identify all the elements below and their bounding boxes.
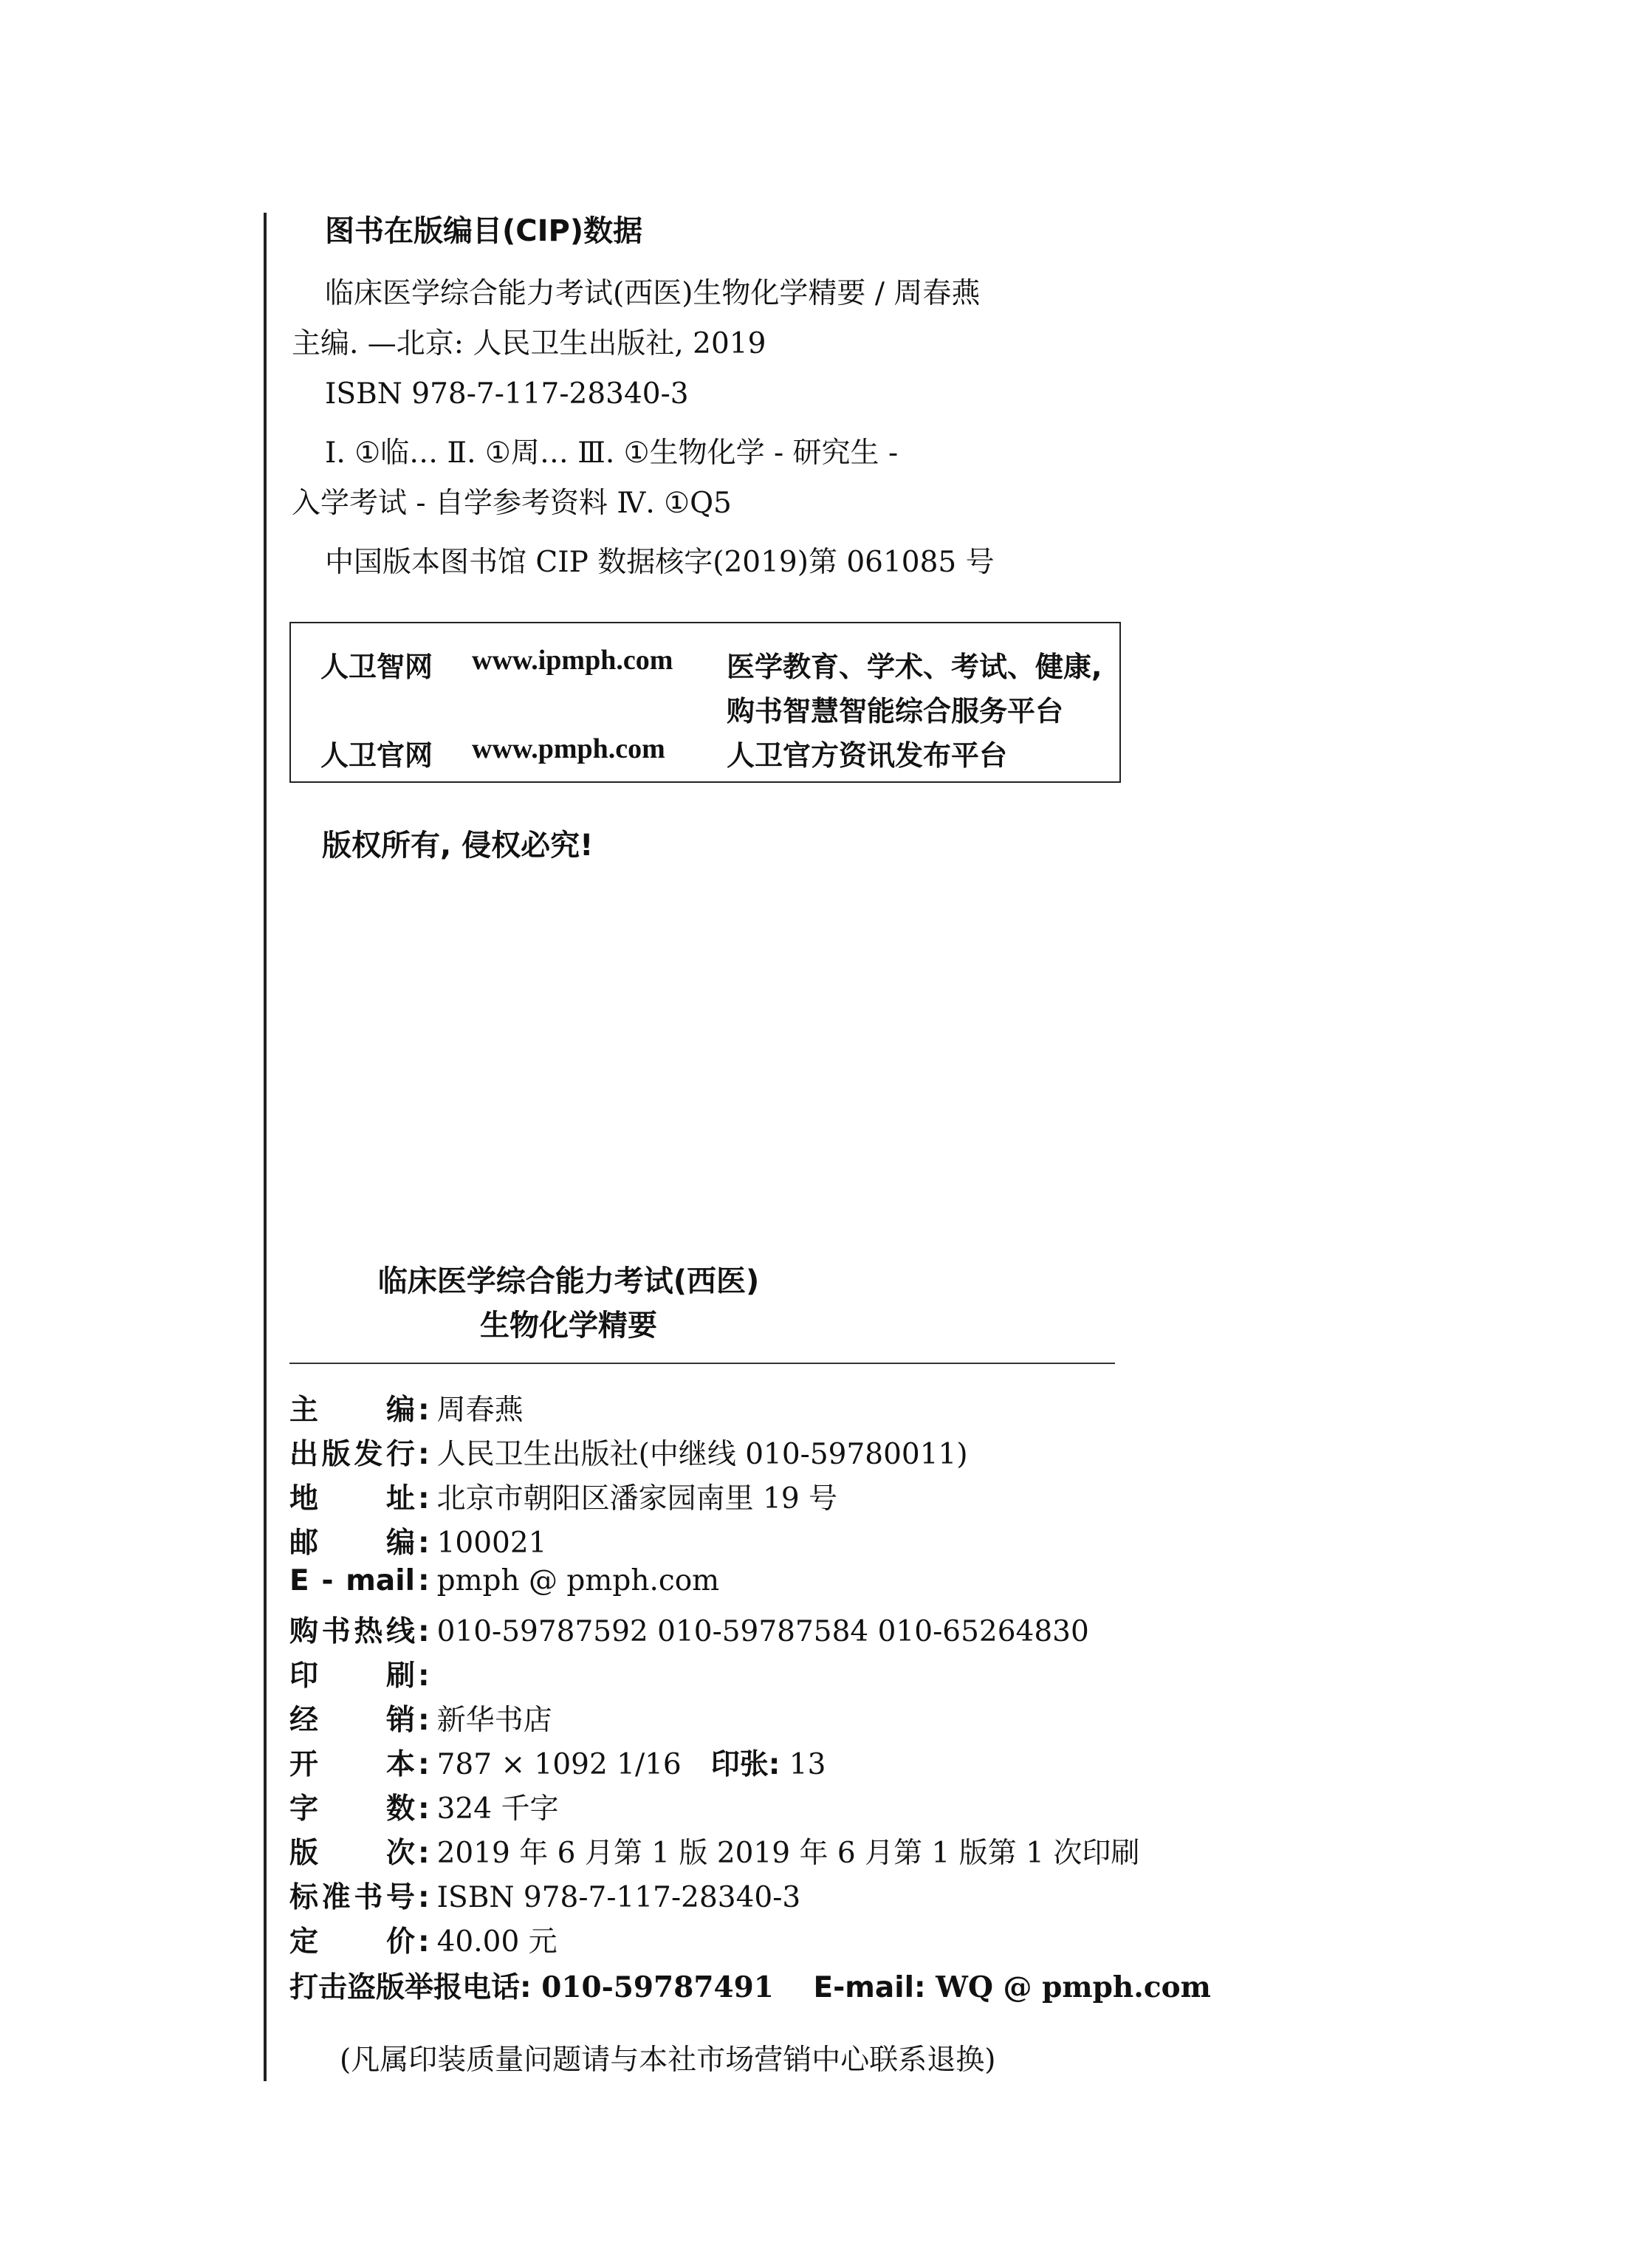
colophon-value: 010-59787592 010-59787584 010-65264830 [436, 1615, 1089, 1648]
colophon-value: 新华书店 [436, 1704, 552, 1737]
website-desc: 医学教育、学术、考试、健康, [727, 651, 1102, 683]
piracy-report-email[interactable]: WQ @ pmph.com [936, 1970, 1211, 2004]
piracy-report-email-label: E-mail: [813, 1971, 926, 2004]
colophon-row: E - mail : pmph @ pmph.com [289, 1564, 720, 1597]
colophon-label: 定价 [289, 1925, 415, 1959]
colophon-label: 购书热线 [289, 1615, 415, 1648]
colophon-row: 版次 : 2019 年 6 月第 1 版 2019 年 6 月第 1 版第 1 次印刷 [289, 1830, 1139, 1871]
cip-line-1: 临床医学综合能力考试(西医)生物化学精要 / 周春燕 [325, 277, 981, 310]
piracy-report-phone: 010-59787491 [541, 1970, 774, 2004]
website-name: 人卫智网 [320, 651, 433, 683]
colophon-row: 标准书号 : ISBN 978-7-117-28340-3 [289, 1874, 800, 1916]
piracy-report-line [289, 1964, 1211, 2006]
cip-line-2: 主编. —北京: 人民卫生出版社, 2019 [292, 327, 766, 360]
cip-line-5: 入学考试 - 自学参考资料 Ⅳ. ①Q5 [292, 487, 732, 520]
colophon-value: ISBN 978-7-117-28340-3 [436, 1881, 801, 1914]
colophon-value: 324 千字 [436, 1792, 559, 1826]
colophon-label: 印刷 [289, 1659, 415, 1693]
cip-line-4: Ⅰ. ①临… Ⅱ. ①周… Ⅲ. ①生物化学 - 研究生 - [325, 436, 899, 470]
website-box [289, 622, 1121, 783]
colophon-value: pmph @ pmph.com [436, 1564, 720, 1597]
colophon-value: 周春燕 [436, 1394, 524, 1427]
left-margin-rule [264, 213, 267, 2081]
colophon-label: 主编 [289, 1394, 415, 1427]
website-desc: 人卫官方资讯发布平台 [727, 739, 1008, 772]
colophon-label: 经销 [289, 1704, 415, 1737]
book-subtitle: 生物化学精要 [480, 1309, 657, 1343]
cip-line-6: 中国版本图书馆 CIP 数据核字(2019)第 061085 号 [325, 546, 995, 579]
website-url[interactable]: www.ipmph.com [472, 645, 673, 676]
colophon-row: 主编 : 周春燕 [289, 1387, 524, 1428]
colophon-label: 字数 [289, 1792, 415, 1826]
website-name: 人卫官网 [320, 739, 433, 772]
colophon-row: 地址 : 北京市朝阳区潘家园南里 19 号 [289, 1476, 837, 1517]
colophon-label: 开本 [289, 1748, 415, 1781]
colophon-row: 字数 : 324 千字 [289, 1786, 558, 1827]
colophon-row: 开本 : 787 × 1092 1/16 印张: 13 [289, 1741, 826, 1783]
website-url[interactable]: www.pmph.com [472, 733, 665, 764]
colophon-value: 2019 年 6 月第 1 版 2019 年 6 月第 1 版第 1 次印刷 [436, 1837, 1140, 1870]
colophon-label: 标准书号 [289, 1881, 415, 1914]
website-desc: 购书智慧智能综合服务平台 [727, 695, 1064, 727]
colophon-label: 版次 [289, 1837, 415, 1870]
cip-line-3: ISBN 978-7-117-28340-3 [325, 377, 689, 411]
colophon-row: 经销 : 新华书店 [289, 1697, 552, 1738]
colophon-value: 787 × 1092 1/16 [436, 1748, 682, 1781]
colophon-row: 定价 : 40.00 元 [289, 1919, 557, 1960]
piracy-report-label: 打击盗版举报电话: [289, 1971, 532, 2004]
colophon-label: 地址 [289, 1482, 415, 1515]
colophon-value: 100021 [436, 1527, 547, 1560]
colophon-value: 13 [789, 1748, 826, 1781]
return-notice: (凡属印装质量问题请与本社市场营销中心联系退换) [340, 2043, 996, 2077]
colophon-label: 印张: [710, 1748, 780, 1781]
copyright-notice: 版权所有, 侵权必究! [322, 829, 594, 863]
colophon-row: 印刷 : [289, 1653, 437, 1694]
cip-title: 图书在版编目(CIP)数据 [325, 214, 643, 248]
colophon-row: 邮编 : 100021 [289, 1520, 547, 1561]
colophon-row: 出版发行 : 人民卫生出版社(中继线 010-59780011) [289, 1431, 968, 1473]
colophon-label: 邮编 [289, 1527, 415, 1560]
colophon-value: 北京市朝阳区潘家园南里 19 号 [436, 1482, 838, 1515]
divider [289, 1363, 1115, 1364]
colophon-row: 购书热线 : 010-59787592 010-59787584 010-65264830 [289, 1609, 1089, 1650]
colophon-value: 人民卫生出版社(中继线 010-59780011) [436, 1438, 968, 1471]
book-title: 临床医学综合能力考试(西医) [377, 1264, 760, 1298]
colophon-label: 出版发行 [289, 1438, 415, 1471]
colophon-label: E - mail [289, 1564, 415, 1597]
colophon-value: 40.00 元 [436, 1925, 557, 1959]
